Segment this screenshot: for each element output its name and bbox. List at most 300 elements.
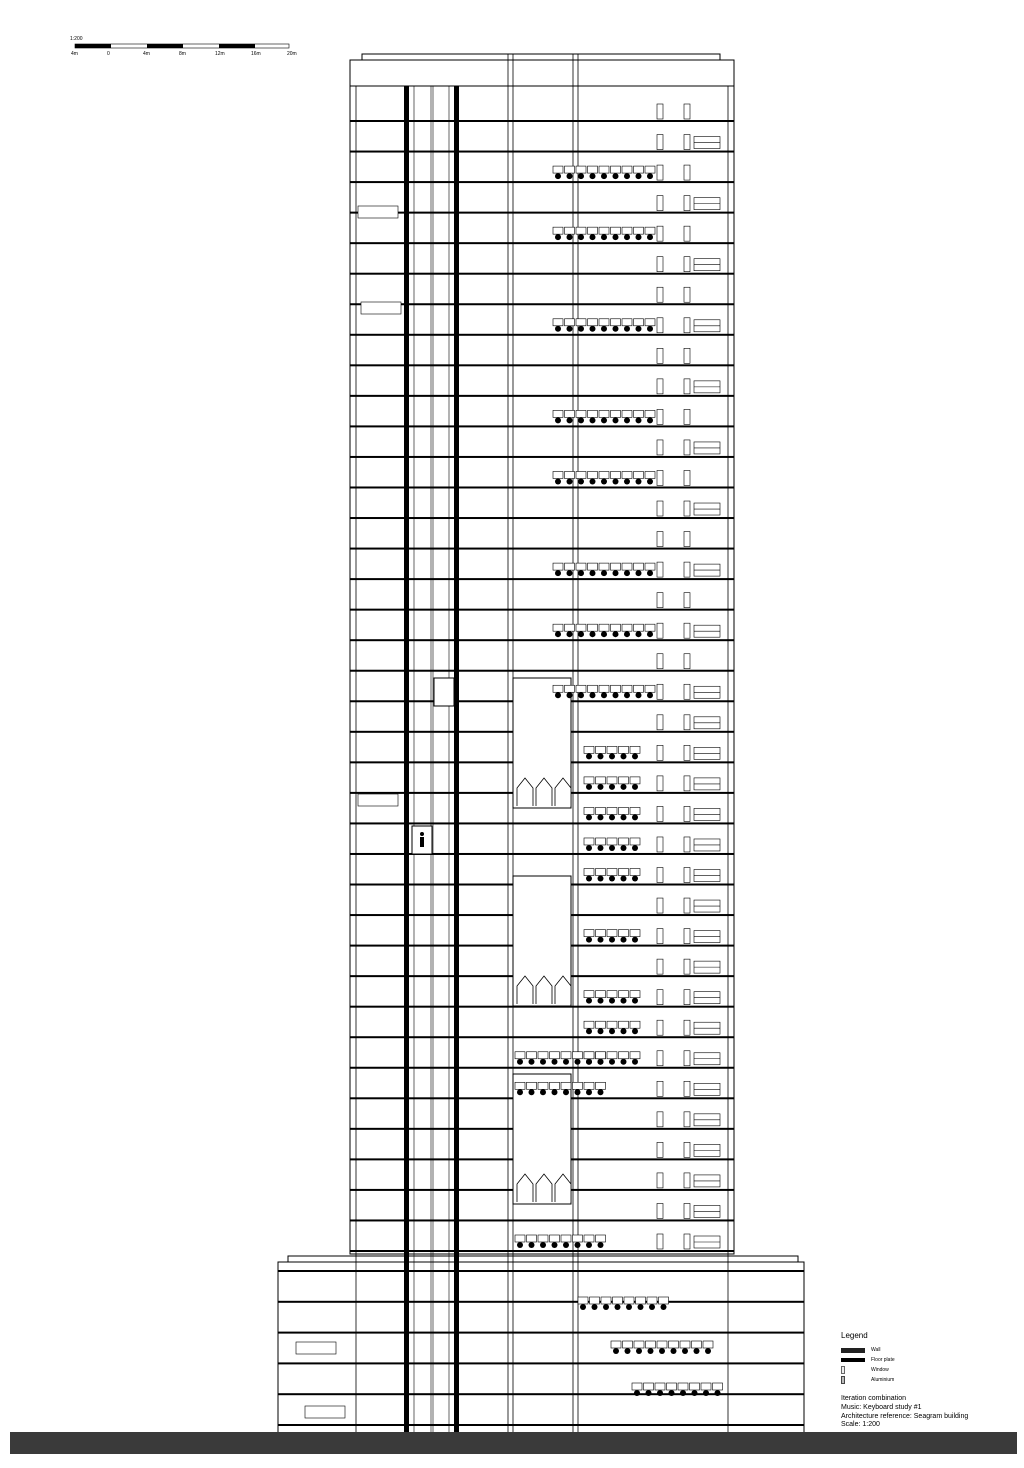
desk-icon	[630, 807, 640, 814]
desk-icon	[634, 410, 644, 417]
desk-icon	[622, 471, 632, 478]
core-wall-left	[404, 86, 409, 1434]
desk-icon	[588, 624, 598, 631]
window-mark	[684, 1142, 690, 1157]
desk-icon	[565, 410, 575, 417]
window-mark	[684, 745, 690, 760]
desk-icon	[584, 991, 594, 998]
chair-icon	[613, 173, 619, 179]
chair-icon	[613, 234, 619, 240]
chair-icon	[647, 417, 653, 423]
chair-icon	[517, 1089, 523, 1095]
chair-icon	[601, 692, 607, 698]
chair-icon	[563, 1242, 569, 1248]
chair-icon	[624, 234, 630, 240]
desk-icon	[622, 410, 632, 417]
desk-icon	[644, 1383, 654, 1390]
window-mark	[684, 1203, 690, 1218]
floor-plate	[278, 1424, 804, 1426]
floor-plate	[278, 1393, 804, 1395]
desk-icon	[596, 1052, 606, 1059]
chair-icon	[609, 753, 615, 759]
chair-icon	[624, 173, 630, 179]
desk-icon	[588, 410, 598, 417]
desk-icon	[619, 1021, 629, 1028]
chair-icon	[540, 1242, 546, 1248]
desk-icon	[607, 1021, 617, 1028]
desk-icon	[527, 1235, 537, 1242]
chair-icon	[586, 1089, 592, 1095]
chair-icon	[567, 570, 573, 576]
window-mark	[657, 318, 663, 333]
desk-icon	[630, 1052, 640, 1059]
chair-icon	[632, 753, 638, 759]
window-mark	[657, 1173, 663, 1188]
wall-swatch	[841, 1348, 865, 1353]
desk-icon	[634, 563, 644, 570]
chair-icon	[586, 937, 592, 943]
desk-icon	[596, 777, 606, 784]
window-mark	[657, 593, 663, 608]
chair-icon	[601, 478, 607, 484]
window-mark	[657, 165, 663, 180]
desk-icon	[622, 685, 632, 692]
desk-icon	[645, 624, 655, 631]
chair-icon	[586, 814, 592, 820]
chair-icon	[540, 1089, 546, 1095]
desk-icon	[630, 991, 640, 998]
window-swatch	[841, 1366, 845, 1374]
furniture-group-icon	[305, 1406, 345, 1418]
chair-icon	[669, 1390, 675, 1396]
person-in-elevator	[420, 832, 424, 847]
desk-icon	[565, 227, 575, 234]
window-mark	[684, 654, 690, 669]
desk-icon	[645, 227, 655, 234]
desk-icon	[611, 319, 621, 326]
desk-icon	[576, 166, 586, 173]
chair-icon	[636, 234, 642, 240]
chair-icon	[586, 845, 592, 851]
window-mark	[684, 532, 690, 547]
desk-icon	[601, 1297, 611, 1304]
desk-icon	[619, 807, 629, 814]
furniture-group-icon	[358, 794, 398, 806]
desk-icon	[659, 1297, 669, 1304]
scale-tick-label: 20m	[287, 51, 297, 57]
chair-icon	[555, 234, 561, 240]
atrium-voids	[513, 678, 571, 1204]
desk-icon	[565, 166, 575, 173]
desk-icon	[645, 410, 655, 417]
chair-icon	[632, 876, 638, 882]
desk-icon	[561, 1052, 571, 1059]
window-mark	[657, 196, 663, 211]
chair-icon	[555, 326, 561, 332]
legend-label: Floor plate	[871, 1356, 895, 1363]
desk-icon	[538, 1082, 548, 1089]
desk-icon	[619, 1052, 629, 1059]
desk-icon	[630, 777, 640, 784]
desk-icon	[701, 1383, 711, 1390]
desk-icon	[565, 471, 575, 478]
desk-icon	[607, 930, 617, 937]
chair-icon	[586, 998, 592, 1004]
window-mark	[684, 593, 690, 608]
desk-icon	[667, 1383, 677, 1390]
window-mark	[684, 165, 690, 180]
chair-icon	[632, 814, 638, 820]
window-mark	[657, 348, 663, 363]
desk-icon	[596, 869, 606, 876]
desk-icon	[634, 1341, 644, 1348]
furniture-group-icon	[358, 206, 398, 218]
desk-icon	[611, 563, 621, 570]
desk-icon	[584, 930, 594, 937]
desk-icon	[588, 685, 598, 692]
chair-icon	[682, 1348, 688, 1354]
desk-icon	[622, 319, 632, 326]
window-mark	[657, 1020, 663, 1035]
window-mark	[657, 1203, 663, 1218]
furniture-group-icon	[361, 302, 401, 314]
chair-icon	[578, 570, 584, 576]
chair-icon	[586, 784, 592, 790]
desk-icon	[550, 1235, 560, 1242]
chair-icon	[592, 1304, 598, 1310]
chair-icon	[586, 1242, 592, 1248]
chair-icon	[609, 876, 615, 882]
desk-icon	[553, 227, 563, 234]
window-mark	[657, 104, 663, 119]
chair-icon	[624, 326, 630, 332]
window-mark	[684, 1081, 690, 1096]
scale-tick-label: 0	[107, 51, 110, 57]
chair-icon	[615, 1304, 621, 1310]
window-mark	[684, 806, 690, 821]
chair-icon	[626, 1304, 632, 1310]
chair-icon	[609, 814, 615, 820]
legend-item-aluminium	[841, 1375, 968, 1385]
desk-icon	[565, 685, 575, 692]
desk-icon	[553, 319, 563, 326]
floor-plate	[278, 1301, 804, 1303]
chair-icon	[578, 631, 584, 637]
chair-icon	[636, 417, 642, 423]
window-mark	[684, 837, 690, 852]
chair-icon	[621, 814, 627, 820]
chair-icon	[647, 692, 653, 698]
desk-icon	[611, 166, 621, 173]
desk-icon	[515, 1235, 525, 1242]
desk-icon	[607, 869, 617, 876]
chair-icon	[647, 631, 653, 637]
window-mark	[684, 868, 690, 883]
chair-icon	[567, 326, 573, 332]
desk-icon	[630, 930, 640, 937]
legend-item-floor	[841, 1355, 968, 1365]
chair-icon	[609, 1028, 615, 1034]
desk-icon	[550, 1082, 560, 1089]
podium-outline	[278, 1262, 804, 1434]
desk-icon	[613, 1297, 623, 1304]
window-mark	[657, 990, 663, 1005]
legend-title: Legend	[841, 1331, 868, 1340]
desk-icon	[645, 685, 655, 692]
window-mark	[657, 226, 663, 241]
furniture-group-icon	[296, 1342, 336, 1354]
chair-icon	[657, 1390, 663, 1396]
desk-icon	[599, 166, 609, 173]
desk-icon	[645, 471, 655, 478]
chair-icon	[580, 1304, 586, 1310]
window-mark	[657, 501, 663, 516]
core-wall-right	[454, 86, 459, 1434]
chair-icon	[598, 998, 604, 1004]
chair-icon	[609, 998, 615, 1004]
chair-icon	[636, 1348, 642, 1354]
window-mark	[684, 929, 690, 944]
chair-icon	[598, 1059, 604, 1065]
desk-icon	[611, 624, 621, 631]
chair-icon	[680, 1390, 686, 1396]
chair-icon	[613, 1348, 619, 1354]
window-mark	[657, 715, 663, 730]
desk-icon	[599, 624, 609, 631]
desk-icon	[576, 685, 586, 692]
chair-icon	[624, 417, 630, 423]
chair-icon	[692, 1390, 698, 1396]
chair-icon	[636, 478, 642, 484]
chair-icon	[517, 1059, 523, 1065]
desk-icon	[630, 746, 640, 753]
legend-label: Aluminium	[871, 1376, 895, 1383]
chair-icon	[555, 417, 561, 423]
desk-icon	[634, 471, 644, 478]
desk-icon	[584, 746, 594, 753]
desk-icon	[584, 838, 594, 845]
desk-icon	[561, 1235, 571, 1242]
info-line: Music: Keyboard study #1	[841, 1403, 922, 1411]
window-mark	[684, 409, 690, 424]
chair-icon	[632, 1028, 638, 1034]
chair-icon	[567, 417, 573, 423]
desk-icon	[611, 227, 621, 234]
window-mark	[684, 1234, 690, 1249]
desk-icon	[657, 1341, 667, 1348]
chair-icon	[567, 692, 573, 698]
chair-icon	[555, 478, 561, 484]
chair-icon	[613, 692, 619, 698]
chair-icon	[598, 753, 604, 759]
desk-icon	[655, 1383, 665, 1390]
desk-icon	[576, 563, 586, 570]
window-mark	[684, 623, 690, 638]
window-mark	[684, 196, 690, 211]
window-mark	[657, 929, 663, 944]
chair-icon	[567, 234, 573, 240]
scale-tick-label: 16m	[251, 51, 261, 57]
chair-icon	[552, 1089, 558, 1095]
desk-icon	[622, 624, 632, 631]
desk-icon	[578, 1297, 588, 1304]
chair-icon	[621, 845, 627, 851]
desk-icon	[565, 624, 575, 631]
desk-icon	[636, 1297, 646, 1304]
desk-icon	[607, 807, 617, 814]
window-mark	[684, 348, 690, 363]
desk-icon	[576, 624, 586, 631]
window-mark	[657, 1051, 663, 1066]
window-mark	[657, 868, 663, 883]
chair-icon	[567, 173, 573, 179]
desk-icon	[623, 1341, 633, 1348]
chair-icon	[624, 692, 630, 698]
chair-icon	[586, 876, 592, 882]
desk-icon	[713, 1383, 723, 1390]
chair-icon	[601, 631, 607, 637]
window-mark	[684, 318, 690, 333]
chair-icon	[601, 234, 607, 240]
floor-plate	[278, 1332, 804, 1334]
window-mark	[684, 470, 690, 485]
desk-icon	[669, 1341, 679, 1348]
desk-icon	[561, 1082, 571, 1089]
desk-icon	[590, 1297, 600, 1304]
window-mark	[684, 501, 690, 516]
chair-icon	[625, 1348, 631, 1354]
window-mark	[657, 623, 663, 638]
window-mark	[657, 440, 663, 455]
legend-item-window	[841, 1365, 968, 1375]
window-mark	[684, 898, 690, 913]
desk-icon	[527, 1082, 537, 1089]
desk-icon	[607, 838, 617, 845]
desk-icon	[550, 1052, 560, 1059]
window-mark	[684, 715, 690, 730]
scale-tick-label: 4m	[143, 51, 150, 57]
chair-icon	[529, 1059, 535, 1065]
chair-icon	[598, 845, 604, 851]
desk-icon	[588, 471, 598, 478]
desk-icon	[588, 319, 598, 326]
chair-icon	[598, 1089, 604, 1095]
chair-icon	[590, 478, 596, 484]
desk-icon	[584, 777, 594, 784]
chair-icon	[613, 478, 619, 484]
chair-icon	[621, 998, 627, 1004]
window-mark	[684, 562, 690, 577]
chair-icon	[586, 1028, 592, 1034]
chair-icon	[555, 692, 561, 698]
legend-label: Wall	[871, 1346, 881, 1353]
desk-icon	[622, 563, 632, 570]
desk-icon	[596, 930, 606, 937]
window-mark	[684, 990, 690, 1005]
desk-icon	[565, 563, 575, 570]
chair-icon	[578, 692, 584, 698]
chair-icon	[555, 173, 561, 179]
window-mark	[657, 1112, 663, 1127]
window-mark	[684, 1020, 690, 1035]
window-mark	[657, 257, 663, 272]
desk-icon	[645, 319, 655, 326]
chair-icon	[613, 631, 619, 637]
chair-icon	[647, 326, 653, 332]
chair-icon	[609, 845, 615, 851]
desk-icon	[584, 1052, 594, 1059]
desk-icon	[622, 227, 632, 234]
chair-icon	[613, 326, 619, 332]
chair-icon	[590, 417, 596, 423]
chair-icon	[632, 784, 638, 790]
desk-icon	[515, 1082, 525, 1089]
window-mark	[657, 776, 663, 791]
chair-icon	[598, 1242, 604, 1248]
desk-icon	[584, 1021, 594, 1028]
podium-cap	[288, 1256, 798, 1262]
chair-icon	[632, 998, 638, 1004]
chair-icon	[586, 753, 592, 759]
desk-icon	[624, 1297, 634, 1304]
desk-icon	[678, 1383, 688, 1390]
legend	[841, 1331, 968, 1430]
chair-icon	[694, 1348, 700, 1354]
chair-icon	[636, 692, 642, 698]
chair-icon	[603, 1304, 609, 1310]
window-mark	[684, 135, 690, 150]
desk-icon	[553, 166, 563, 173]
chair-icon	[609, 1059, 615, 1065]
desk-icon	[632, 1383, 642, 1390]
chair-icon	[621, 876, 627, 882]
desk-icon	[634, 227, 644, 234]
scale-tick-label: 12m	[215, 51, 225, 57]
scale-bar	[70, 36, 300, 59]
chair-icon	[552, 1242, 558, 1248]
chair-icon	[590, 570, 596, 576]
desk-icon	[588, 563, 598, 570]
desk-icon	[596, 1082, 606, 1089]
chair-icon	[552, 1059, 558, 1065]
chair-icon	[555, 631, 561, 637]
window-mark	[684, 959, 690, 974]
desk-icon	[588, 166, 598, 173]
chair-icon	[632, 1059, 638, 1065]
chair-icon	[646, 1390, 652, 1396]
desk-icon	[527, 1052, 537, 1059]
chair-icon	[647, 234, 653, 240]
chair-icon	[578, 417, 584, 423]
desk-icon	[645, 166, 655, 173]
desk-icon	[607, 746, 617, 753]
desk-icon	[630, 1021, 640, 1028]
desk-icon	[611, 471, 621, 478]
desk-icon	[646, 1341, 656, 1348]
chair-icon	[613, 417, 619, 423]
desk-icon	[690, 1383, 700, 1390]
chair-icon	[661, 1304, 667, 1310]
window-mark	[657, 745, 663, 760]
desk-icon	[619, 746, 629, 753]
window-mark	[657, 654, 663, 669]
info-line: Iteration combination	[841, 1395, 906, 1402]
desk-icon	[622, 166, 632, 173]
desk-icon	[599, 685, 609, 692]
desk-icon	[607, 777, 617, 784]
desk-icon	[599, 410, 609, 417]
floor-plate	[278, 1270, 804, 1272]
